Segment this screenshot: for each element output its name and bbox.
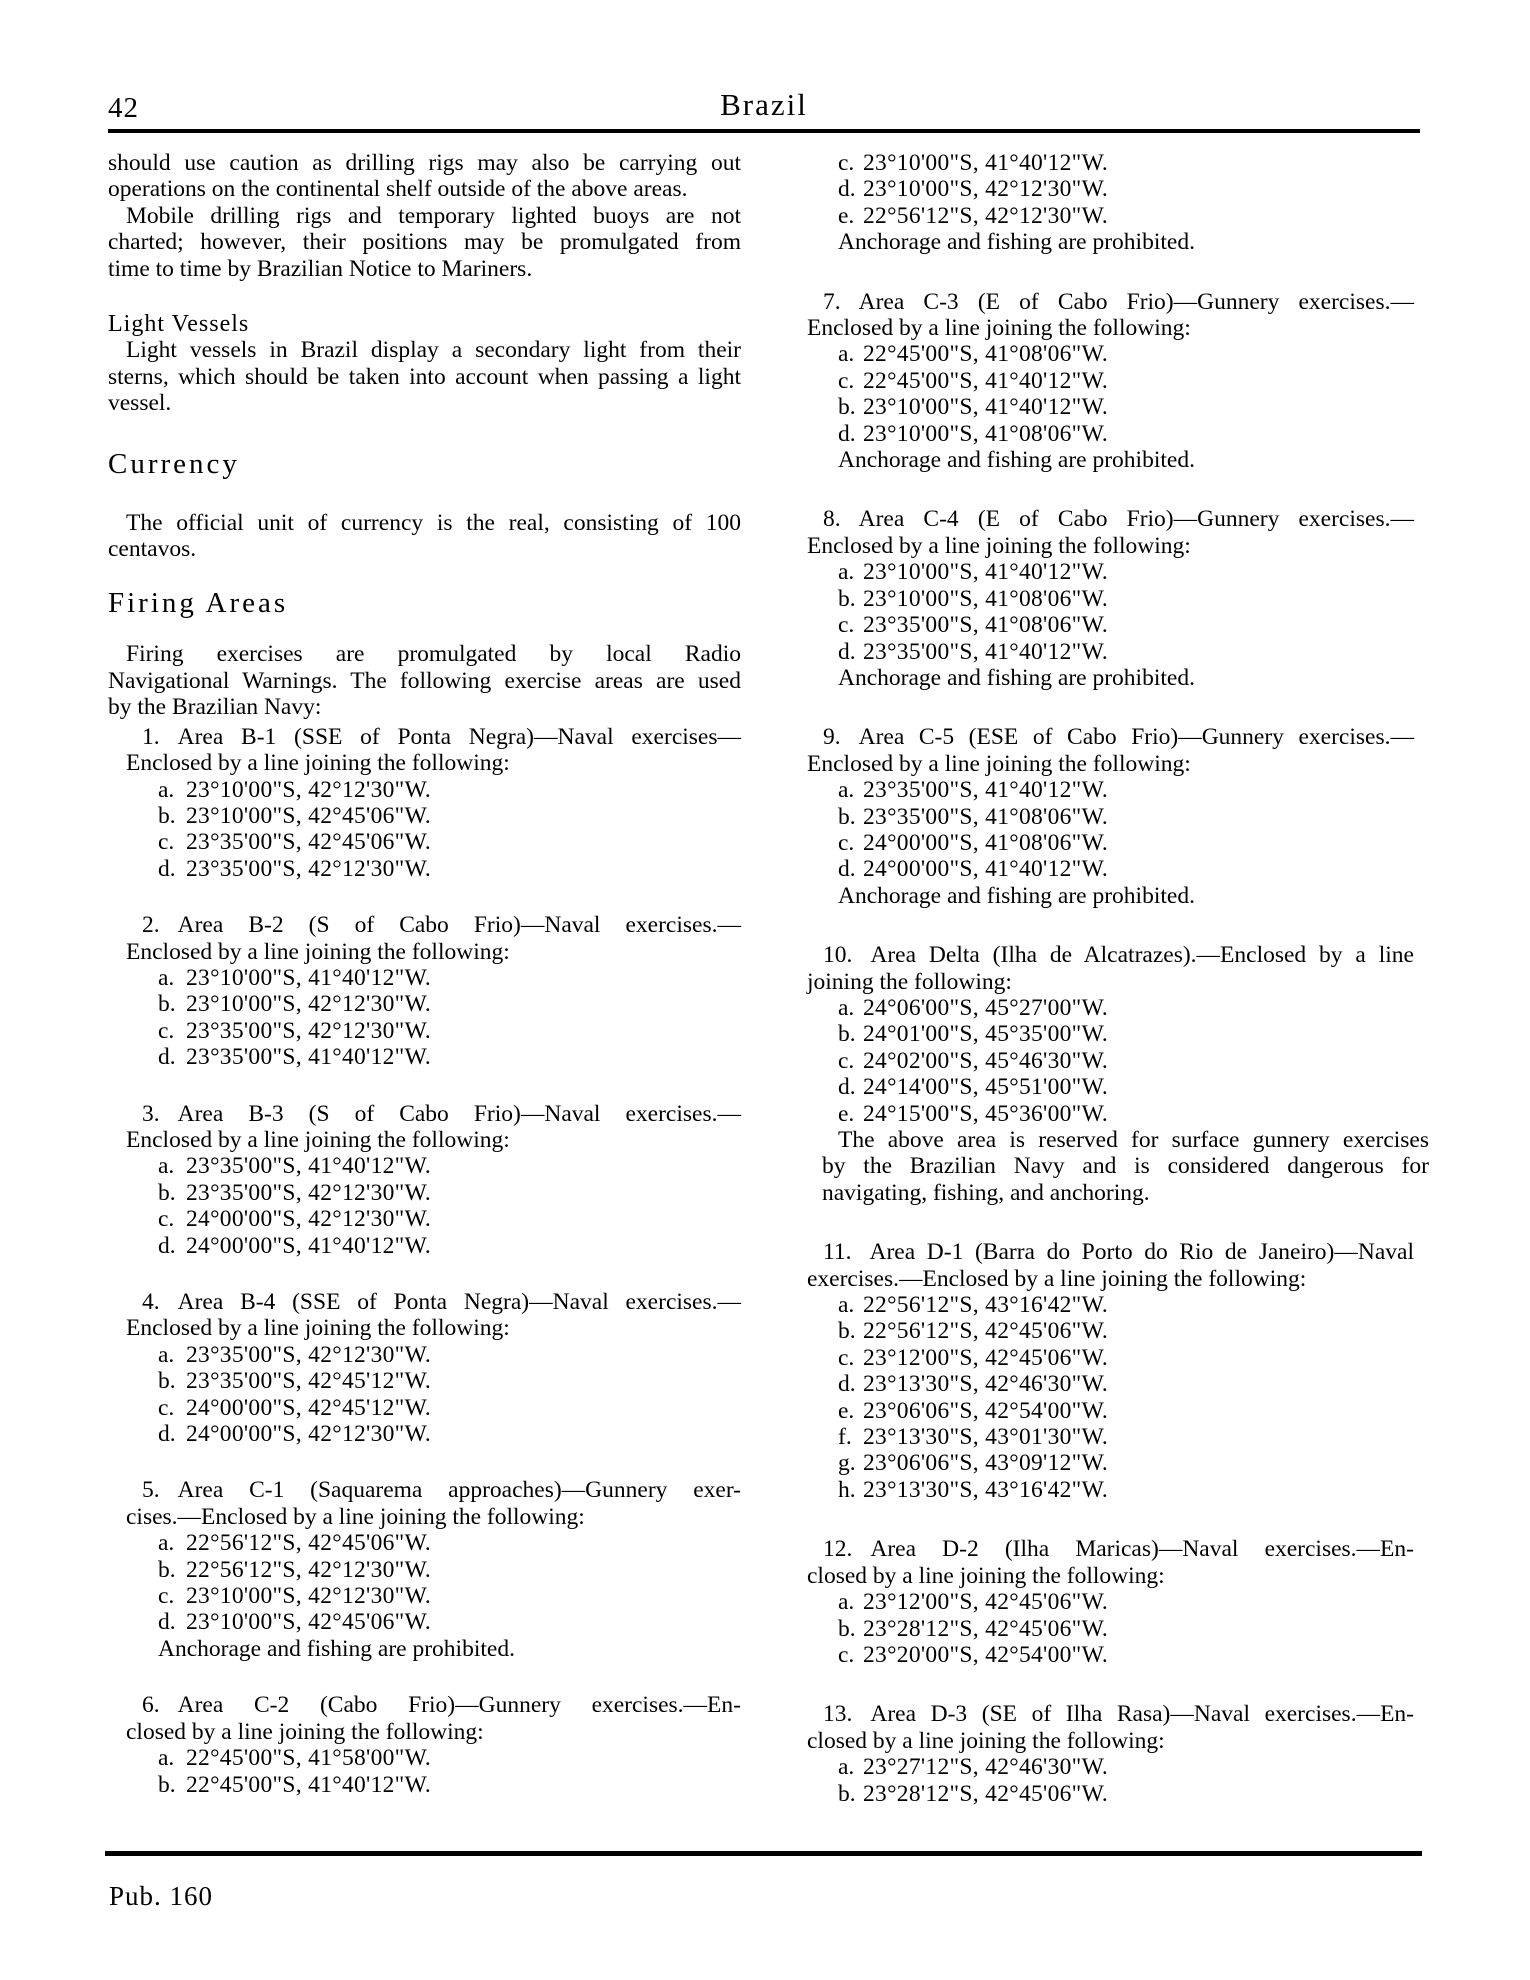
coordinate-letter: b.	[838, 394, 856, 421]
item-continuation-line: Enclosed by a line joining the following:	[807, 750, 1191, 777]
item-heading-text: Area D-2 (Ilha Maricas)—Naval exercises.—En-	[870, 1536, 1414, 1563]
coordinate-line	[838, 1345, 1414, 1371]
coordinate-line	[838, 804, 1414, 830]
coordinate-value: 22°56'12"S, 42°12'30"W.	[863, 202, 1109, 229]
coordinate-line	[158, 1233, 741, 1259]
area-note-line: navigating, fishing, and anchoring.	[822, 1179, 1150, 1206]
coordinate-line	[158, 856, 741, 882]
coordinate-line	[838, 1021, 1414, 1047]
coordinate-letter: c.	[838, 1344, 855, 1371]
item-heading-text: Area B-3 (S of Cabo Frio)—Naval exercises.—	[177, 1100, 741, 1127]
coordinate-letter: c.	[158, 1583, 175, 1610]
item-heading-line	[807, 506, 1414, 532]
prohibition-note: Anchorage and fishing are prohibited.	[838, 664, 1195, 691]
header-rule	[108, 129, 1420, 133]
paragraph-line: time to time by Brazilian Notice to Mariners.	[108, 255, 533, 282]
coordinate-letter: a.	[158, 1530, 175, 1557]
item-number: 5.	[142, 1477, 160, 1504]
coordinate-letter: b.	[838, 1318, 856, 1345]
coordinate-letter: a.	[158, 1153, 175, 1180]
paragraph	[108, 641, 741, 720]
coordinate-line	[158, 1180, 741, 1206]
coordinate-letter: e.	[838, 202, 855, 229]
coordinate-value: 24°00'00"S, 41°40'12"W.	[863, 856, 1109, 883]
coordinate-letter: b.	[158, 1179, 176, 1206]
coordinate-line	[838, 856, 1414, 882]
area-note-line: The above area is reserved for surface gunnery exercises	[838, 1127, 1429, 1153]
firing-area-item	[126, 1101, 741, 1259]
coordinate-letter: b.	[158, 1556, 176, 1583]
coordinate-line	[158, 829, 741, 855]
coordinate-letter: d.	[838, 176, 856, 203]
coordinate-line	[838, 612, 1414, 638]
left-column	[108, 150, 741, 1798]
coordinate-line	[158, 991, 741, 1017]
coordinate-value: 23°35'00"S, 41°08'06"W.	[863, 612, 1109, 639]
area-note-line: by the Brazilian Navy and is considered dangerous for	[822, 1153, 1429, 1180]
coordinate-value: 23°10'00"S, 41°08'06"W.	[863, 585, 1109, 612]
coordinate-value: 23°10'00"S, 42°45'06"W.	[186, 1609, 432, 1636]
coordinate-letter: e.	[838, 1397, 855, 1424]
area-note	[822, 1127, 1429, 1206]
item-heading-text: Area D-1 (Barra do Porto do Rio de Janeiro)—Naval	[869, 1239, 1414, 1266]
coordinate-line	[158, 1421, 741, 1447]
item-number: 2.	[142, 912, 160, 939]
coordinate-letter: c.	[158, 829, 175, 856]
paragraph-line: Firing exercises are promulgated by local Radio	[126, 641, 741, 668]
paragraph	[108, 203, 741, 282]
coordinate-value: 23°10'00"S, 41°08'06"W.	[863, 420, 1109, 447]
coordinate-letter: c.	[838, 829, 855, 856]
paragraph	[108, 337, 741, 416]
section-heading-firing-areas: Firing Areas	[108, 587, 289, 620]
coordinate-value: 23°35'00"S, 42°12'30"W.	[186, 1017, 432, 1044]
coordinate-letter: c.	[838, 150, 855, 176]
coordinate-letter: g.	[838, 1450, 856, 1477]
right-column	[807, 150, 1429, 1807]
item-heading-line	[807, 942, 1414, 968]
item-heading-text: Area B-1 (SSE of Ponta Negra)—Naval exercises—	[177, 723, 741, 750]
coordinate-letter: d.	[838, 856, 856, 883]
coordinate-letter: d.	[158, 1421, 176, 1448]
coordinate-value: 23°06'06"S, 43°09'12"W.	[863, 1450, 1109, 1477]
coordinate-line	[838, 830, 1414, 856]
coordinate-line	[158, 965, 741, 991]
item-continuation-line: Enclosed by a line joining the following:	[807, 532, 1191, 559]
coordinate-line	[838, 1101, 1414, 1127]
coordinate-value: 23°20'00"S, 42°54'00"W.	[863, 1641, 1109, 1668]
coordinate-line	[838, 777, 1414, 803]
coordinate-value: 23°10'00"S, 42°45'06"W.	[186, 802, 432, 829]
coordinate-line	[838, 639, 1414, 665]
coordinate-letter: a.	[838, 1754, 855, 1781]
coordinate-value: 23°35'00"S, 41°40'12"W.	[863, 638, 1109, 665]
coordinate-value: 23°35'00"S, 41°40'12"W.	[863, 777, 1109, 804]
firing-area-item	[126, 1477, 741, 1662]
item-heading-text: Area C-2 (Cabo Frio)—Gunnery exercises.—En-	[177, 1692, 741, 1719]
coordinate-letter: a.	[158, 964, 175, 991]
coordinate-value: 23°10'00"S, 41°40'12"W.	[863, 150, 1109, 176]
coordinate-line	[158, 1557, 741, 1583]
coordinate-value: 23°35'00"S, 41°08'06"W.	[863, 803, 1109, 830]
coordinate-letter: c.	[838, 612, 855, 639]
firing-area-item	[807, 1701, 1414, 1807]
paragraph-line: Navigational Warnings. The following exercise areas are used	[108, 667, 741, 694]
coordinate-letter: a.	[158, 776, 175, 803]
coordinate-value: 24°00'00"S, 41°40'12"W.	[186, 1232, 432, 1259]
coordinate-value: 24°00'00"S, 41°08'06"W.	[863, 829, 1109, 856]
coordinate-line	[158, 1206, 741, 1232]
coordinate-letter: d.	[158, 1609, 176, 1636]
coordinate-line	[838, 203, 1414, 229]
coordinate-line	[838, 1781, 1414, 1807]
coordinate-line	[838, 368, 1414, 394]
item-heading-text: Area B-4 (SSE of Ponta Negra)—Naval exercises.—	[177, 1289, 741, 1315]
publication-number: Pub. 160	[109, 1881, 214, 1911]
coordinate-letter: b.	[838, 803, 856, 830]
coordinate-value: 24°06'00"S, 45°27'00"W.	[863, 994, 1109, 1021]
coordinate-value: 24°00'00"S, 42°12'30"W.	[186, 1421, 432, 1448]
coordinate-letter: c.	[838, 1641, 855, 1668]
coordinate-line	[158, 803, 741, 829]
item-number: 8.	[823, 506, 841, 533]
coordinate-line	[838, 1074, 1414, 1100]
coordinate-letter: h.	[838, 1476, 856, 1503]
coordinate-value: 23°10'00"S, 41°40'12"W.	[863, 559, 1109, 586]
coordinate-line	[158, 1368, 741, 1394]
item-heading-line	[807, 1536, 1414, 1562]
item-heading-line	[807, 1701, 1414, 1727]
coordinate-value: 23°10'00"S, 42°12'30"W.	[186, 1583, 432, 1610]
coordinate-letter: a.	[838, 559, 855, 586]
coordinate-value: 23°06'06"S, 42°54'00"W.	[863, 1397, 1109, 1424]
item-continuation-line: Enclosed by a line joining the following:	[126, 750, 510, 777]
coordinate-value: 24°00'00"S, 42°45'12"W.	[186, 1394, 432, 1421]
firing-area-item	[807, 942, 1429, 1206]
coordinate-value: 22°45'00"S, 41°08'06"W.	[863, 341, 1109, 368]
coordinate-value: 23°28'12"S, 42°45'06"W.	[863, 1780, 1109, 1807]
coordinate-line	[838, 1318, 1414, 1344]
coordinate-line	[838, 1398, 1414, 1424]
item-number: 13.	[823, 1701, 853, 1728]
coordinate-line	[838, 1754, 1414, 1780]
item-heading-line	[126, 1289, 741, 1315]
item-number: 12.	[823, 1536, 853, 1563]
item-continuation-line: Enclosed by a line joining the following:	[126, 1315, 510, 1342]
coordinate-line	[838, 421, 1414, 447]
coordinate-value: 23°35'00"S, 42°45'06"W.	[186, 829, 432, 856]
coordinate-line	[158, 1530, 741, 1556]
coordinate-letter: d.	[838, 420, 856, 447]
coordinate-value: 22°56'12"S, 42°45'06"W.	[863, 1318, 1109, 1345]
prohibition-note: Anchorage and fishing are prohibited.	[158, 1635, 515, 1662]
coordinate-line	[838, 1292, 1414, 1318]
paragraph-line: should use caution as drilling rigs may also be carrying out	[108, 150, 741, 176]
paragraph-line: sterns, which should be taken into account when passing a light	[108, 363, 741, 390]
paragraph-line: operations on the continental shelf outside of the above areas.	[108, 176, 688, 203]
coordinate-value: 23°35'00"S, 41°40'12"W.	[186, 1153, 432, 1180]
coordinate-value: 22°56'12"S, 42°45'06"W.	[186, 1530, 432, 1557]
coordinate-value: 23°13'30"S, 43°16'42"W.	[863, 1476, 1109, 1503]
coordinate-line	[158, 1772, 741, 1798]
page-number: 42	[108, 92, 139, 124]
coordinate-letter: d.	[838, 1074, 856, 1101]
coordinate-value: 24°02'00"S, 45°46'30"W.	[863, 1047, 1109, 1074]
coordinate-letter: a.	[838, 1292, 855, 1319]
coordinate-line	[838, 1616, 1414, 1642]
coordinate-line	[838, 341, 1414, 367]
coordinate-line	[158, 1395, 741, 1421]
item-continuation-line: Enclosed by a line joining the following:	[126, 1126, 510, 1153]
coordinate-letter: c.	[158, 1206, 175, 1233]
item-heading-text: Area C-5 (ESE of Cabo Frio)—Gunnery exercises.—	[858, 724, 1414, 751]
coordinate-value: 23°35'00"S, 42°12'30"W.	[186, 1179, 432, 1206]
firing-area-item	[807, 1536, 1414, 1668]
prohibition-note: Anchorage and fishing are prohibited.	[838, 447, 1195, 474]
coordinate-line	[838, 1371, 1414, 1397]
item-number: 3.	[142, 1100, 160, 1127]
coordinate-value: 22°56'12"S, 43°16'42"W.	[863, 1292, 1109, 1319]
coordinate-line	[838, 559, 1414, 585]
item-heading-line	[807, 1239, 1414, 1265]
coordinate-letter: b.	[158, 1368, 176, 1395]
coordinate-letter: f.	[838, 1424, 852, 1451]
item-number: 6.	[142, 1692, 160, 1719]
paragraph-line: by the Brazilian Navy:	[108, 694, 322, 721]
item-continuation-line: Enclosed by a line joining the following:	[126, 938, 510, 965]
coordinate-value: 23°10'00"S, 42°12'30"W.	[186, 776, 432, 803]
coordinate-value: 24°01'00"S, 45°35'00"W.	[863, 1021, 1109, 1048]
coordinate-value: 23°13'30"S, 43°01'30"W.	[863, 1424, 1109, 1451]
coordinate-line	[838, 1642, 1414, 1668]
coordinate-value: 23°27'12"S, 42°46'30"W.	[863, 1754, 1109, 1781]
coordinate-line	[158, 1745, 741, 1771]
coordinate-line	[838, 1048, 1414, 1074]
firing-area-item	[807, 1239, 1414, 1503]
coordinate-value: 23°35'00"S, 42°12'30"W.	[186, 1341, 432, 1368]
item-number: 1.	[142, 723, 160, 750]
coordinate-letter: b.	[838, 1615, 856, 1642]
coordinate-value: 23°35'00"S, 42°45'12"W.	[186, 1368, 432, 1395]
coordinate-value: 24°00'00"S, 42°12'30"W.	[186, 1206, 432, 1233]
item-heading-line	[126, 1101, 741, 1127]
coordinate-letter: b.	[838, 1021, 856, 1048]
coordinate-value: 23°10'00"S, 42°12'30"W.	[186, 991, 432, 1018]
item-number: 4.	[142, 1289, 160, 1315]
coordinate-letter: d.	[158, 855, 176, 882]
coordinate-letter: a.	[838, 777, 855, 804]
prohibition-note: Anchorage and fishing are prohibited.	[838, 882, 1195, 909]
paragraph-line: centavos.	[108, 536, 197, 563]
coordinate-letter: a.	[158, 1745, 175, 1772]
coordinate-line	[838, 150, 1414, 176]
coordinate-value: 23°10'00"S, 41°40'12"W.	[186, 964, 432, 991]
coordinate-letter: a.	[838, 1589, 855, 1616]
coordinate-letter: b.	[838, 1780, 856, 1807]
coordinate-value: 22°45'00"S, 41°40'12"W.	[863, 367, 1109, 394]
item-continuation-line: closed by a line joining the following:	[807, 1727, 1165, 1754]
firing-area-item	[126, 912, 741, 1070]
item-continuation-line: Enclosed by a line joining the following:	[807, 315, 1191, 342]
coordinate-value: 23°12'00"S, 42°45'06"W.	[863, 1344, 1109, 1371]
coordinate-letter: c.	[158, 1017, 175, 1044]
firing-area-item	[126, 724, 741, 882]
paragraph	[108, 150, 741, 203]
coordinate-letter: d.	[158, 1232, 176, 1259]
coordinate-value: 23°13'30"S, 42°46'30"W.	[863, 1371, 1109, 1398]
section-heading-light-vessels: Light Vessels	[108, 311, 250, 338]
coordinate-value: 23°12'00"S, 42°45'06"W.	[863, 1589, 1109, 1616]
coordinate-letter: a.	[158, 1341, 175, 1368]
firing-area-item-continuation	[807, 150, 1414, 256]
coordinate-letter: a.	[838, 341, 855, 368]
coordinate-value: 23°35'00"S, 42°12'30"W.	[186, 855, 432, 882]
coordinate-letter: d.	[158, 1044, 176, 1071]
coordinate-line	[838, 1450, 1414, 1476]
coordinate-line	[158, 1153, 741, 1179]
item-continuation-line: closed by a line joining the following:	[126, 1718, 484, 1745]
coordinate-value: 24°15'00"S, 45°36'00"W.	[863, 1100, 1109, 1127]
paragraph-line: charted; however, their positions may be promulgated from	[108, 229, 741, 256]
coordinate-line	[838, 1589, 1414, 1615]
item-heading-line	[126, 724, 741, 750]
item-continuation-line: exercises.—Enclosed by a line joining the following:	[807, 1265, 1307, 1292]
paragraph-line: Light vessels in Brazil display a secondary light from their	[126, 337, 741, 364]
firing-area-item	[126, 1289, 741, 1447]
coordinate-value: 23°10'00"S, 41°40'12"W.	[863, 394, 1109, 421]
item-heading-text: Area D-3 (SE of Ilha Rasa)—Naval exercises.—En-	[870, 1701, 1414, 1728]
coordinate-line	[158, 1044, 741, 1070]
firing-area-item	[807, 506, 1414, 691]
coordinate-line	[838, 176, 1414, 202]
coordinate-letter: d.	[838, 1371, 856, 1398]
firing-area-item	[807, 289, 1414, 474]
paragraph-line: vessel.	[108, 390, 172, 417]
firing-area-item	[126, 1692, 741, 1798]
item-heading-text: Area B-2 (S of Cabo Frio)—Naval exercises.—	[177, 912, 741, 939]
paragraph-line: Mobile drilling rigs and temporary lighted buoys are not	[126, 202, 741, 229]
coordinate-letter: c.	[158, 1394, 175, 1421]
coordinate-line	[838, 394, 1414, 420]
item-number: 10.	[823, 942, 853, 969]
item-continuation-line: joining the following:	[807, 968, 1012, 995]
coordinate-letter: b.	[838, 585, 856, 612]
item-number: 11.	[823, 1239, 852, 1266]
item-continuation-line: cises.—Enclosed by a line joining the following:	[126, 1503, 585, 1530]
coordinate-letter: a.	[838, 994, 855, 1021]
coordinate-line	[838, 1424, 1414, 1450]
coordinate-line	[158, 777, 741, 803]
section-heading-currency: Currency	[108, 447, 240, 480]
coordinate-value: 23°35'00"S, 41°40'12"W.	[186, 1044, 432, 1071]
coordinate-value: 22°56'12"S, 42°12'30"W.	[186, 1556, 432, 1583]
paragraph	[108, 510, 741, 563]
item-continuation-line: closed by a line joining the following:	[807, 1562, 1165, 1589]
item-heading-line	[126, 1477, 741, 1503]
coordinate-letter: b.	[158, 802, 176, 829]
item-heading-text: Area C-1 (Saquarema approaches)—Gunnery exer-	[177, 1477, 741, 1504]
item-number: 9.	[823, 724, 841, 751]
coordinate-line	[838, 1477, 1414, 1503]
coordinate-letter: c.	[838, 1047, 855, 1074]
footer-rule	[105, 1851, 1422, 1856]
coordinate-line	[158, 1583, 741, 1609]
coordinate-letter: d.	[838, 638, 856, 665]
coordinate-line	[838, 995, 1414, 1021]
coordinate-value: 24°14'00"S, 45°51'00"W.	[863, 1074, 1109, 1101]
item-heading-text: Area C-3 (E of Cabo Frio)—Gunnery exercises.—	[858, 288, 1414, 315]
coordinate-line	[838, 586, 1414, 612]
coordinate-line	[158, 1609, 741, 1635]
item-heading-line	[807, 289, 1414, 315]
coordinate-line	[158, 1342, 741, 1368]
item-heading-text: Area C-4 (E of Cabo Frio)—Gunnery exercises.—	[858, 506, 1414, 533]
item-number: 7.	[823, 288, 841, 315]
item-heading-line	[126, 912, 741, 938]
item-heading-line	[126, 1692, 741, 1718]
coordinate-letter: b.	[158, 1771, 176, 1798]
coordinate-letter: e.	[838, 1100, 855, 1127]
item-heading-line	[807, 724, 1414, 750]
coordinate-value: 22°45'00"S, 41°58'00"W.	[186, 1745, 432, 1772]
prohibition-note: Anchorage and fishing are prohibited.	[838, 229, 1195, 256]
coordinate-value: 23°10'00"S, 42°12'30"W.	[863, 176, 1109, 203]
page-title: Brazil	[720, 87, 808, 122]
coordinate-letter: c.	[838, 367, 855, 394]
coordinate-value: 22°45'00"S, 41°40'12"W.	[186, 1771, 432, 1798]
coordinate-line	[158, 1018, 741, 1044]
paragraph-line: The official unit of currency is the real, consisting of 100	[126, 509, 741, 536]
item-heading-text: Area Delta (Ilha de Alcatrazes).—Enclosed by a line	[870, 942, 1414, 969]
coordinate-value: 23°28'12"S, 42°45'06"W.	[863, 1615, 1109, 1642]
firing-area-item	[807, 724, 1414, 909]
coordinate-letter: b.	[158, 991, 176, 1018]
